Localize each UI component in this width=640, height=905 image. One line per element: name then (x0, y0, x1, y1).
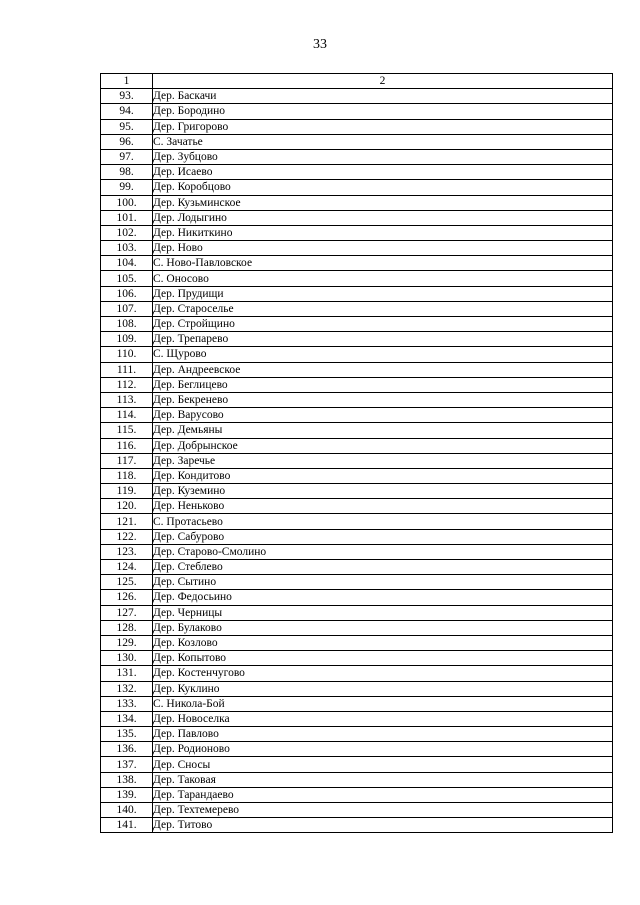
row-number: 102. (101, 225, 153, 240)
table-row (101, 256, 613, 271)
table-row (101, 392, 613, 407)
row-number: 94. (101, 104, 153, 119)
row-number: 111. (101, 362, 153, 377)
settlement-name: Дер. Стройщино (153, 317, 613, 332)
settlement-name: Дер. Староселье (153, 301, 613, 316)
row-number: 99. (101, 180, 153, 195)
row-number: 129. (101, 635, 153, 650)
settlement-name: Дер. Титово (153, 818, 613, 833)
table-row (101, 560, 613, 575)
settlement-name: Дер. Прудищи (153, 286, 613, 301)
row-number: 114. (101, 408, 153, 423)
table-row (101, 241, 613, 256)
column-header-name: 2 (153, 74, 613, 89)
row-number: 136. (101, 742, 153, 757)
column-header-number: 1 (101, 74, 153, 89)
settlement-name: Дер. Кондитово (153, 468, 613, 483)
table-row (101, 727, 613, 742)
table-row (101, 514, 613, 529)
row-number: 126. (101, 590, 153, 605)
settlement-name: Дер. Трепарево (153, 332, 613, 347)
row-number: 133. (101, 696, 153, 711)
settlement-name: Дер. Старово-Смолино (153, 544, 613, 559)
settlement-name: Дер. Коробцово (153, 180, 613, 195)
settlement-name: Дер. Тарандаево (153, 787, 613, 802)
row-number: 101. (101, 210, 153, 225)
row-number: 97. (101, 149, 153, 164)
settlement-name: Дер. Козлово (153, 635, 613, 650)
settlement-name: Дер. Демьяны (153, 423, 613, 438)
settlement-name: Дер. Бородино (153, 104, 613, 119)
row-number: 138. (101, 772, 153, 787)
row-number: 112. (101, 377, 153, 392)
row-number: 106. (101, 286, 153, 301)
settlements-table (100, 73, 613, 833)
row-number: 140. (101, 803, 153, 818)
settlement-name: Дер. Новоселка (153, 711, 613, 726)
table-row (101, 104, 613, 119)
table-row (101, 119, 613, 134)
row-number: 115. (101, 423, 153, 438)
row-number: 118. (101, 468, 153, 483)
row-number: 98. (101, 165, 153, 180)
row-number: 100. (101, 195, 153, 210)
settlement-name: Дер. Таковая (153, 772, 613, 787)
row-number: 130. (101, 651, 153, 666)
row-number: 107. (101, 301, 153, 316)
settlement-name: С. Протасьево (153, 514, 613, 529)
table-row (101, 210, 613, 225)
table-row (101, 180, 613, 195)
table-row (101, 575, 613, 590)
row-number: 117. (101, 453, 153, 468)
row-number: 110. (101, 347, 153, 362)
table-row (101, 362, 613, 377)
table-row (101, 787, 613, 802)
settlement-name: Дер. Костенчугово (153, 666, 613, 681)
table-header-row (101, 74, 613, 89)
table-row (101, 590, 613, 605)
settlement-name: Дер. Кузьминское (153, 195, 613, 210)
table-row (101, 468, 613, 483)
row-number: 109. (101, 332, 153, 347)
settlement-name: Дер. Андреевское (153, 362, 613, 377)
table-body (101, 89, 613, 833)
row-number: 122. (101, 529, 153, 544)
settlement-name: Дер. Копытово (153, 651, 613, 666)
settlement-name: Дер. Никиткино (153, 225, 613, 240)
table-row (101, 271, 613, 286)
row-number: 124. (101, 560, 153, 575)
table-row (101, 499, 613, 514)
settlement-name: Дер. Бекренево (153, 392, 613, 407)
table-row (101, 317, 613, 332)
settlement-name: Дер. Куземино (153, 484, 613, 499)
settlement-name: Дер. Куклино (153, 681, 613, 696)
table-row (101, 772, 613, 787)
row-number: 132. (101, 681, 153, 696)
settlement-name: Дер. Федосьино (153, 590, 613, 605)
row-number: 139. (101, 787, 153, 802)
settlement-name: Дер. Стеблево (153, 560, 613, 575)
row-number: 141. (101, 818, 153, 833)
table-row (101, 666, 613, 681)
row-number: 121. (101, 514, 153, 529)
row-number: 113. (101, 392, 153, 407)
page-number: 33 (313, 37, 327, 52)
table-row (101, 757, 613, 772)
table-row (101, 544, 613, 559)
settlement-name: Дер. Добрынское (153, 438, 613, 453)
row-number: 108. (101, 317, 153, 332)
row-number: 93. (101, 89, 153, 104)
row-number: 96. (101, 134, 153, 149)
settlement-name: С. Щурово (153, 347, 613, 362)
settlement-name: Дер. Ново (153, 241, 613, 256)
table-row (101, 347, 613, 362)
settlement-name: Дер. Баскачи (153, 89, 613, 104)
table-row (101, 696, 613, 711)
settlement-name: Дер. Неньково (153, 499, 613, 514)
table-row (101, 453, 613, 468)
settlement-name: Дер. Сабурово (153, 529, 613, 544)
row-number: 103. (101, 241, 153, 256)
table-row (101, 484, 613, 499)
settlement-name: Дер. Сносы (153, 757, 613, 772)
row-number: 95. (101, 119, 153, 134)
row-number: 125. (101, 575, 153, 590)
settlement-name: С. Зачатье (153, 134, 613, 149)
row-number: 137. (101, 757, 153, 772)
row-number: 105. (101, 271, 153, 286)
table-row (101, 635, 613, 650)
table-row (101, 423, 613, 438)
settlement-name: Дер. Лодыгино (153, 210, 613, 225)
row-number: 128. (101, 620, 153, 635)
table-row (101, 742, 613, 757)
table-row (101, 438, 613, 453)
table-row (101, 818, 613, 833)
table-row (101, 681, 613, 696)
table-row (101, 377, 613, 392)
row-number: 127. (101, 605, 153, 620)
row-number: 116. (101, 438, 153, 453)
settlement-name: Дер. Григорово (153, 119, 613, 134)
settlement-name: Дер. Варусово (153, 408, 613, 423)
table-row (101, 165, 613, 180)
settlement-name: Дер. Беглицево (153, 377, 613, 392)
settlement-name: Дер. Сытино (153, 575, 613, 590)
row-number: 119. (101, 484, 153, 499)
row-number: 131. (101, 666, 153, 681)
table-row (101, 301, 613, 316)
table-row (101, 89, 613, 104)
table-row (101, 332, 613, 347)
settlement-name: С. Оносово (153, 271, 613, 286)
table-row (101, 651, 613, 666)
settlement-name: С. Ново-Павловское (153, 256, 613, 271)
settlement-name: Дер. Зубцово (153, 149, 613, 164)
settlement-name: С. Никола-Бой (153, 696, 613, 711)
settlement-name: Дер. Павлово (153, 727, 613, 742)
row-number: 123. (101, 544, 153, 559)
table-row (101, 408, 613, 423)
table-row (101, 225, 613, 240)
table-row (101, 134, 613, 149)
table-row (101, 149, 613, 164)
row-number: 104. (101, 256, 153, 271)
table-row (101, 529, 613, 544)
table-row (101, 605, 613, 620)
settlement-name: Дер. Техтемерево (153, 803, 613, 818)
settlement-name: Дер. Черницы (153, 605, 613, 620)
row-number: 134. (101, 711, 153, 726)
settlement-name: Дер. Исаево (153, 165, 613, 180)
table-row (101, 620, 613, 635)
row-number: 120. (101, 499, 153, 514)
settlement-name: Дер. Булаково (153, 620, 613, 635)
row-number: 135. (101, 727, 153, 742)
table-row (101, 195, 613, 210)
settlement-name: Дер. Родионово (153, 742, 613, 757)
table-row (101, 286, 613, 301)
table-row (101, 803, 613, 818)
table-row (101, 711, 613, 726)
settlement-name: Дер. Заречье (153, 453, 613, 468)
